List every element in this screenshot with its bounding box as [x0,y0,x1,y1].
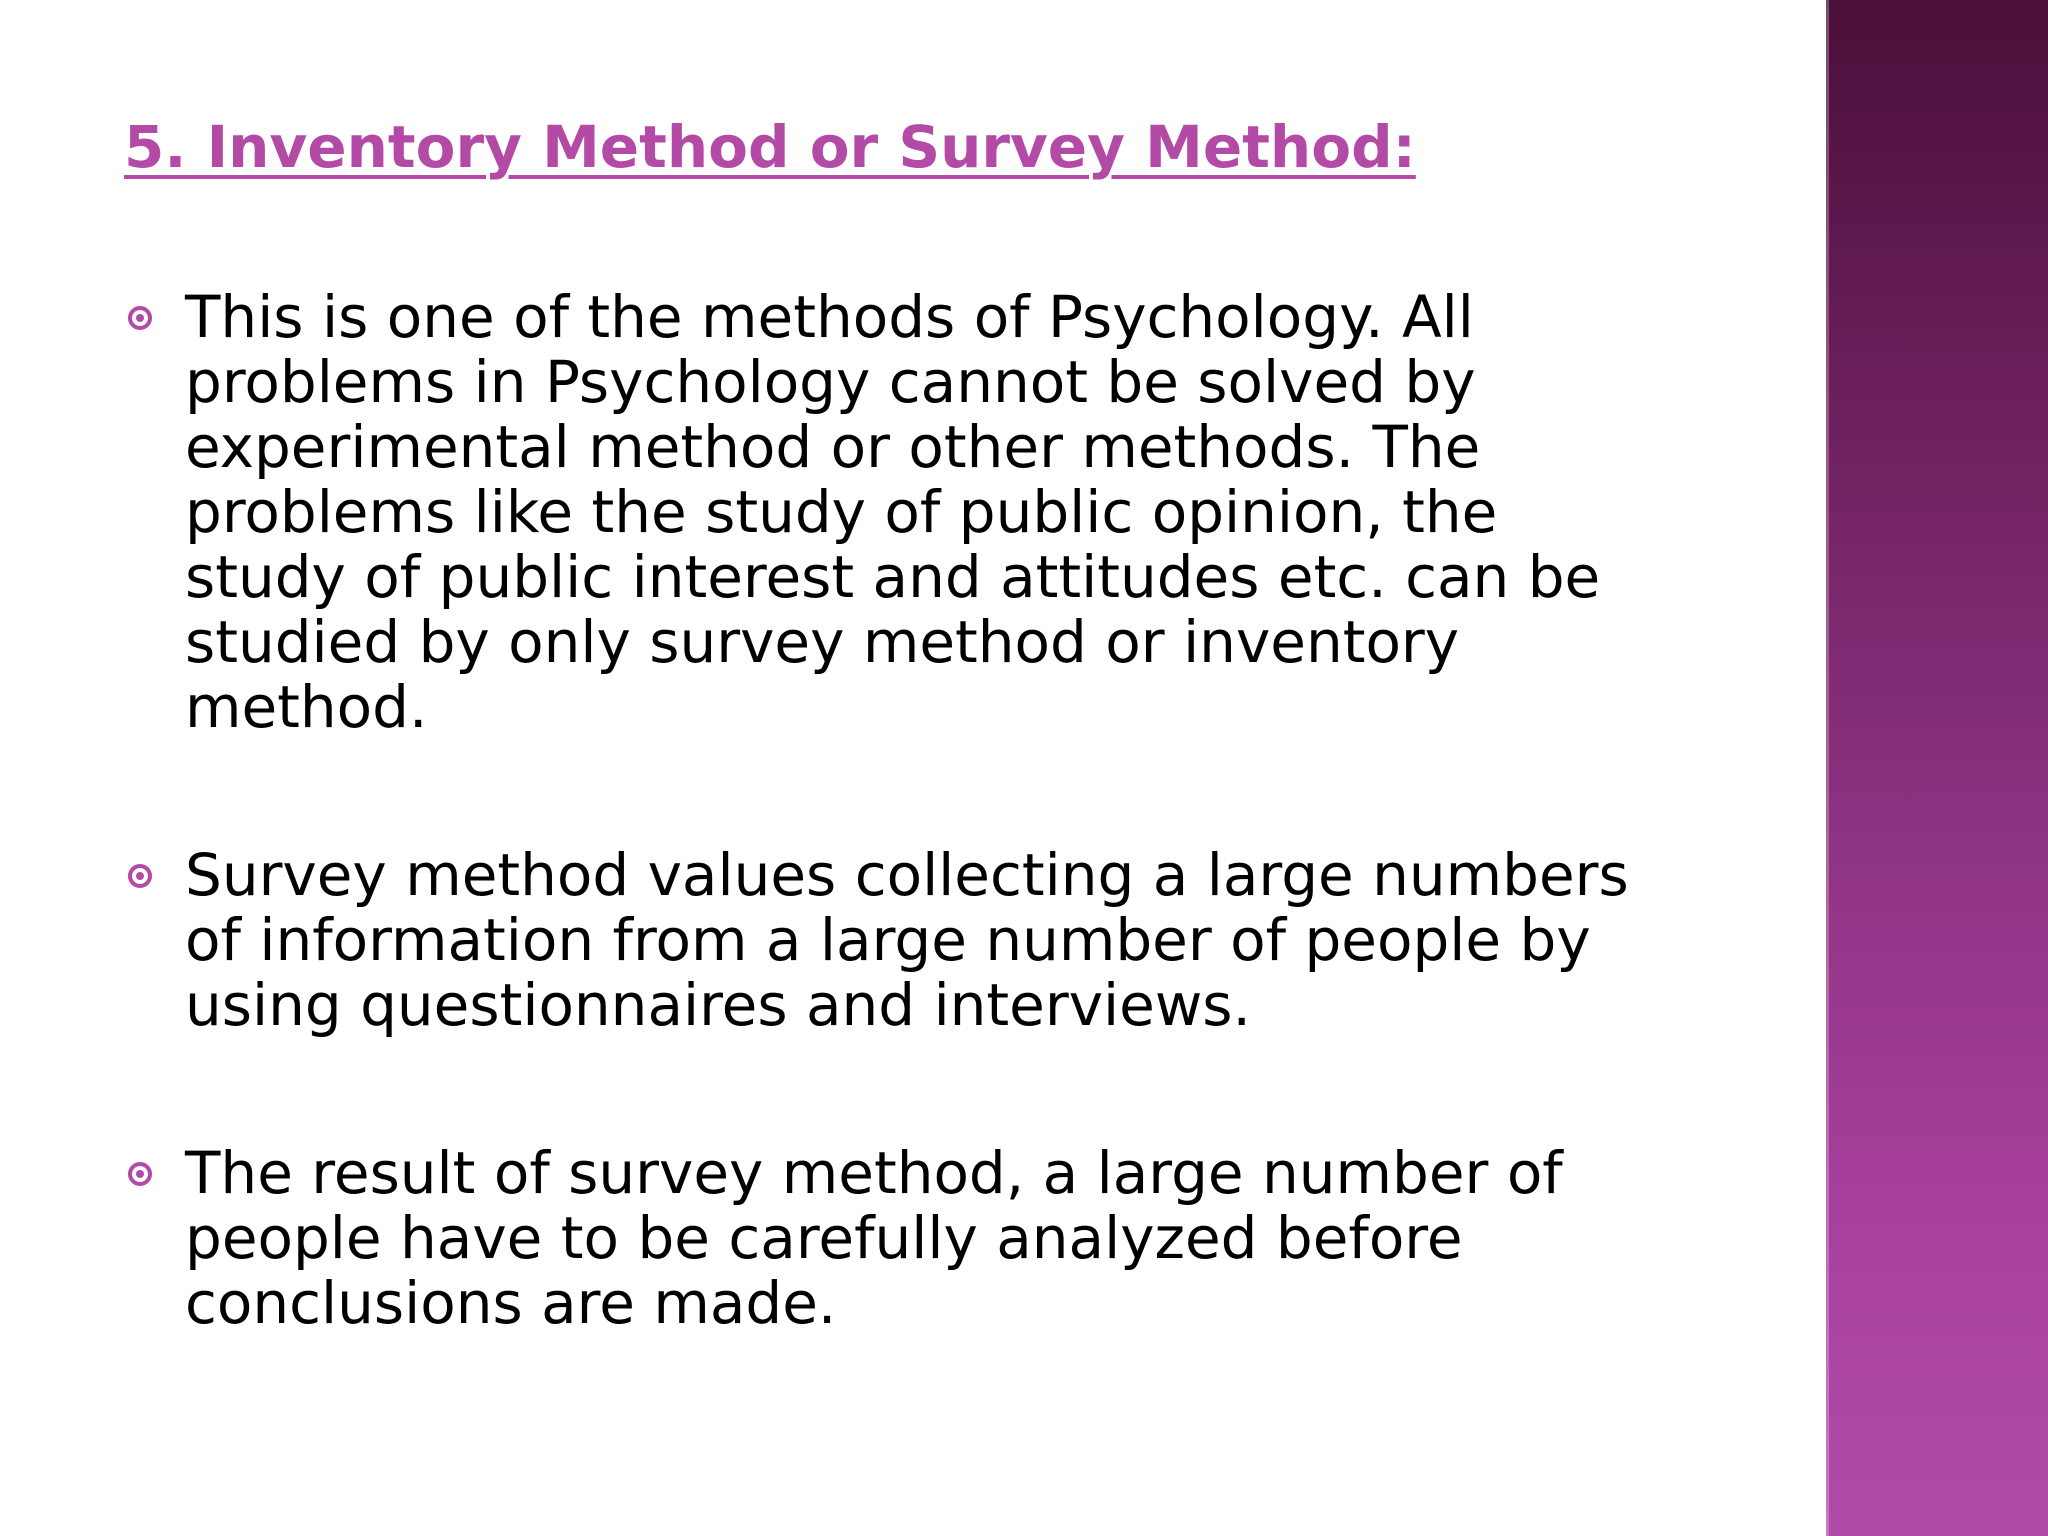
bullet-line: of information from a large number of people by [185,906,1591,974]
bullet-line: Survey method values collecting a large numbers [185,841,1629,909]
slide-title: 5. Inventory Method or Survey Method: [124,113,1416,181]
bullet-line: people have to be carefully analyzed before [185,1204,1463,1272]
bullet-line: problems like the study of public opinion, the [185,478,1498,546]
decorative-side-bar [1826,0,2048,1536]
bullet-item [124,1141,1724,1336]
bullet-line: problems in Psychology cannot be solved by [185,348,1476,416]
circle-dot-icon [128,1162,152,1186]
bullet-line: studied by only survey method or inventory [185,608,1460,676]
bullet-item [124,285,1724,740]
bullet-line: This is one of the methods of Psychology. All [185,283,1474,351]
bullet-line: using questionnaires and interviews. [185,971,1251,1039]
bullet-line: experimental method or other methods. The [185,413,1481,481]
bullet-line: study of public interest and attitudes etc. can be [185,543,1601,611]
circle-dot-icon [128,306,152,330]
bullet-item [124,843,1724,1038]
bullet-line: method. [185,673,428,741]
side-bar-edge [1826,0,1829,1536]
circle-dot-icon [128,864,152,888]
bullet-line: conclusions are made. [185,1269,837,1337]
bullet-line: The result of survey method, a large number of [185,1139,1563,1207]
bullet-list [124,285,1724,1336]
